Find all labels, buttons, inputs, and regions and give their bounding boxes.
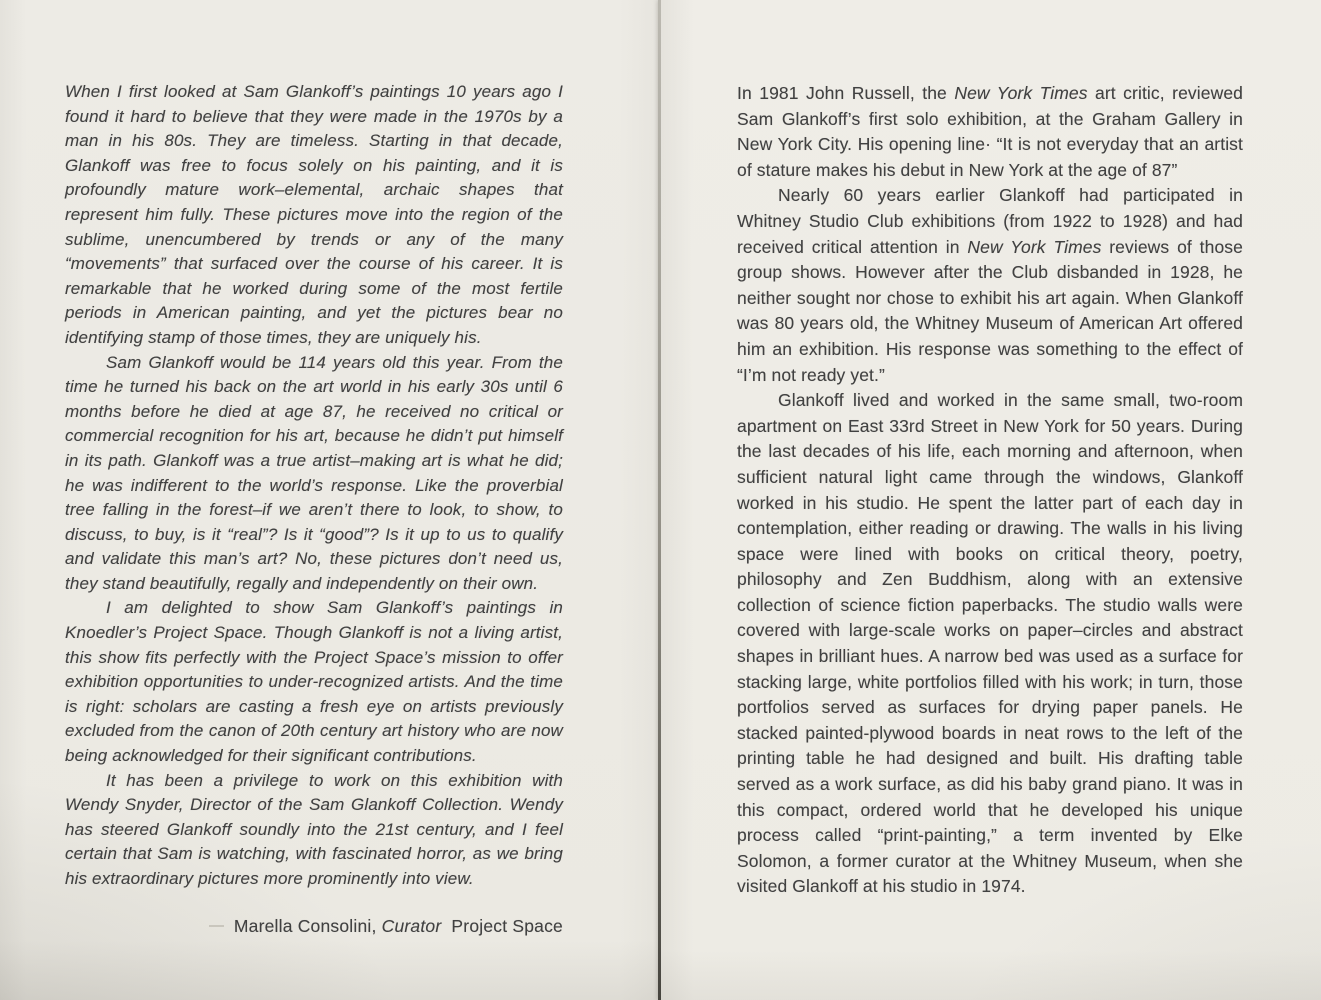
curator-signature-text: [234, 916, 563, 936]
text-segment: Glankoff lived and worked in the same small, two-room apartment on East 33rd Street in New York for 50 years. During the last decades of his life, each morning and afternoon, when sufficient natural light came through the windows, Glankoff worked in his studio. He spent the latter part of each day in contemplation, either reading or drawing. The walls in his living space were lined with books on critical theory, poetry, philosophy and Zen Buddhism, along with an extensive collection of science fiction paperbacks. The studio walls were covered with large-scale works on paper–circles and abstract shapes in brilliant hues. A narrow bed was used as a surface for stacking large, white portfolios filled with his work; in turn, those portfolios served as surfaces for drying paper panels. He stacked painted-plywood boards in neat rows to the left of the printing table he had designed and built. His drafting table served as a work surface, as did his baby grand piano. It was in this compact, ordered world that he developed his unique process called “print-painting,” a term invented by Elke Solomon, a former curator at the Whitney Museum, when she visited Glankoff at his studio in 1974.: [737, 390, 1243, 897]
right-paragraph-3: [737, 388, 1243, 900]
text-segment: When I first looked at Sam Glankoff’s paintings 10 years ago I found it hard to believe that they were made in the 1970s by a man in his 80s. They are timeless. Starting in that decade, Glankoff was free to focus solely on his painting, and it is profoundly mature work–elemental, archaic shapes that represent him fully. These pictures move into the region of the sublime, unencumbered by trends or any of the many “movements” that surfaced over the course of his career. It is remarkable that he worked during some of the most fertile periods in American painting, and yet the pictures bear no identifying stamp of those times, they are uniquely his.: [65, 82, 563, 347]
text-segment: Marella Consolini,: [233, 915, 382, 936]
text-segment: It has been a privilege to work on this exhibition with Wendy Snyder, Director of the Sam Glankoff Collection. Wendy has steered Glankoff soundly into the 21st century, and I feel certain that Sam is watching, with fascinated horror, as we bring his extraordinary pictures more prominently into view.: [65, 770, 563, 888]
left-paragraph-3: [65, 596, 563, 768]
text-segment: Project Space: [446, 915, 563, 936]
left-paragraph-1: [65, 80, 563, 351]
right-text-column: [737, 81, 1243, 900]
page-right: [661, 0, 1321, 1000]
text-segment: I am delighted to show Sam Glankoff’s paintings in Knoedler’s Project Space. Though Glankoff is not a living artist, this show fits perfectly with the Project Space’s mission to offer exhibition opportunities to under-recognized artists. And the time is right: scholars are casting a fresh eye on artists previously excluded from the canon of 20th century art history who are now being acknowledged for their significant contributions.: [65, 598, 563, 766]
text-segment: New York Times: [954, 83, 1088, 103]
text-segment: art critic, reviewed Sam Glankoff’s first solo exhibition, at the Graham Gallery in New York City. His opening line· “It is not everyday that an artist of stature makes his debut in New York at the age of 87”: [737, 83, 1243, 180]
curator-signature: [65, 914, 563, 939]
text-segment: Nearly 60 years earlier Glankoff had participated in Whitney Studio Club exhibitions (from 1922 to 1928) and had received critical attention in: [737, 185, 1243, 257]
text-segment: Sam Glankoff would be 114 years old this year. From the time he turned his back on the art world in his early 30s until 6 months before he died at age 87, he received no critical or commercial recognition for his art, because he didn’t put himself in its path. Glankoff was a true artist–making art is what he did; he was indifferent to the world’s response. Like the proverbial tree falling in the forest–if we aren’t there to look, to show, to discuss, to buy, is it “real”? Is it “good”? Is it up to us to qualify and validate this man’s art? No, these pictures don’t need us, they stand beautifully, regally and independently on their own.: [65, 352, 563, 593]
left-paragraph-4: [65, 769, 563, 892]
text-segment: New York Times: [967, 236, 1102, 257]
text-segment: In 1981 John Russell, the: [737, 83, 955, 103]
text-segment: reviews of those group shows. However after the Club disbanded in 1928, he neither sought nor chose to exhibit his art again. When Glankoff was 80 years old, the Whitney Museum of American Art offered him an exhibition. His response was something to the effect of “I’m not ready yet.”: [737, 236, 1243, 385]
right-paragraph-2: [737, 183, 1243, 388]
right-paragraph-1: [737, 81, 1243, 183]
signature-dash-mark: [209, 925, 224, 927]
page-left: [0, 0, 659, 1000]
text-segment: Curator: [381, 915, 442, 936]
left-text-column: [65, 80, 563, 938]
left-paragraph-2: [65, 351, 563, 597]
